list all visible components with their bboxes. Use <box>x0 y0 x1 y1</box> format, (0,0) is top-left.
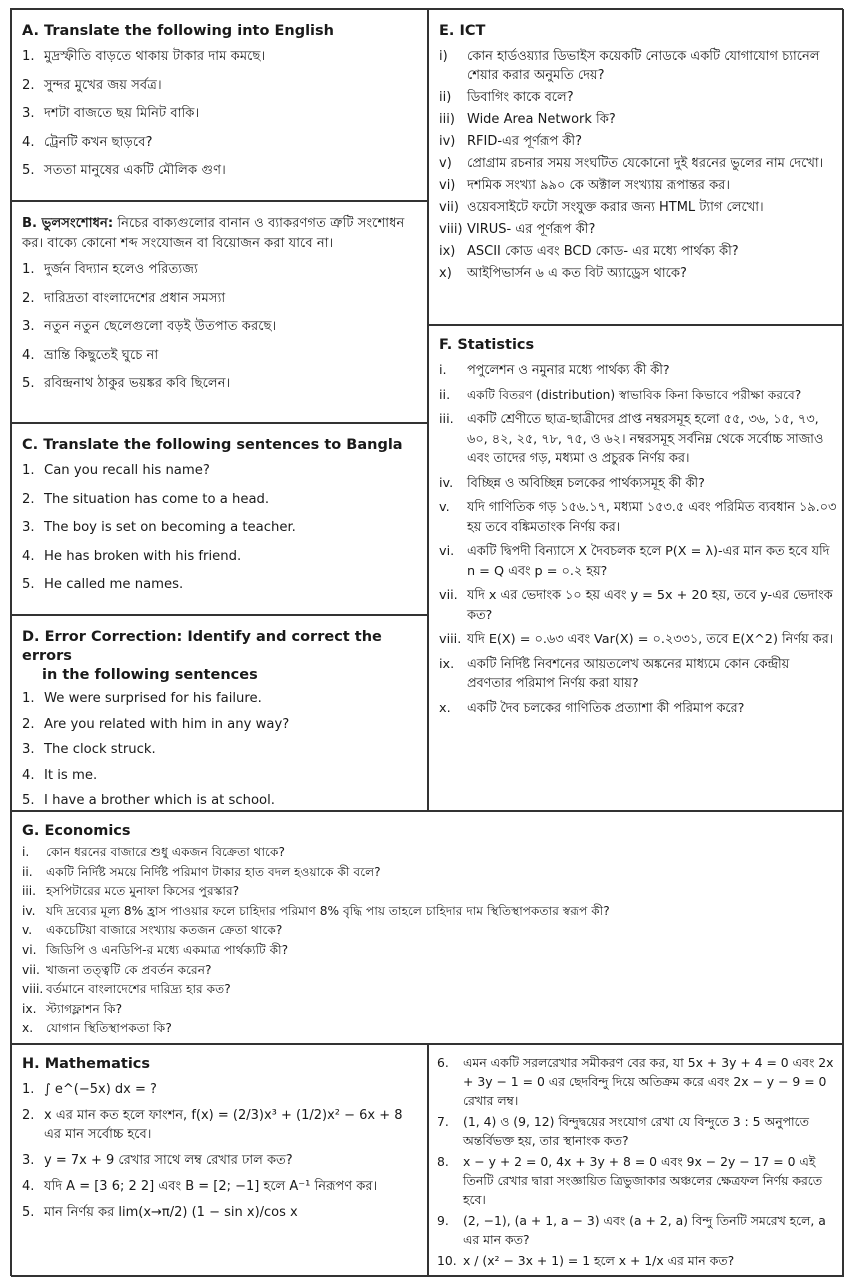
section-h-title: H. Mathematics <box>22 1056 151 1072</box>
list-item: 2. দারিদ্রতা বাংলাদেশের প্রধান সমস্যা <box>22 290 226 306</box>
section-a-title: A. Translate the following into English <box>22 23 334 39</box>
section-e <box>428 9 844 325</box>
section-h-right-list <box>437 1053 837 1270</box>
list-item: ii. একটি নির্দিষ্ট সময়ে নির্দিষ্ট পরিমাণ টাকার হাত বদল হওয়াকে কী বলে? <box>22 864 381 879</box>
list-item: 2. Are you related with him in any way? <box>22 716 290 732</box>
list-item: 5. সততা মানুষের একটি মৌলিক গুণ। <box>22 163 226 178</box>
list-item: 3. নতুন নতুন ছেলেগুলো বড়ই উতপাত করছে। <box>22 319 277 334</box>
list-item: vii) ওয়েবসাইটে ফটো সংযুক্ত করার জন্য HTML ট্যাগ লেখো। <box>439 200 764 215</box>
list-item: i. কোন ধরনের বাজারে শুধু একজন বিক্রেতা থাকে? <box>22 845 285 859</box>
list-item: 3. দশটা বাজতে ছয় মিনিট বাকি। <box>22 106 200 121</box>
list-item: 1. ∫ e^(−5x) dx = ? <box>22 1082 157 1097</box>
list-item: viii) VIRUS- এর পূর্ণরূপ কী? <box>439 222 596 237</box>
list-item: 6. এমন একটি সরলরেখার সমীকরণ বের কর, যা 5x + 3y + 4 = 0 এবং 2x + 3y − 1 = 0 এর ছেদবিন্দু দিয়ে অতিক্রম করে এবং 2x − y − 9 = 0 রেখার লম্ব। <box>437 1055 834 1108</box>
section-d-list <box>22 689 417 811</box>
list-item: 4. যদি A = [3 6; 2 2] এবং B = [2; −1] হলে A⁻¹ নিরূপণ কর। <box>22 1179 378 1194</box>
list-item: 4. ট্রেনটি কখন ছাড়বে? <box>22 134 153 150</box>
section-b-title: B. ভুলসংশোধন: নিচের বাক্যগুলোর বানান ও ব্যাকরণগত ত্রুটি সংশোধন কর। বাক্যে কোনো শব্দ সংযোজন বা বিয়োজন করা যাবে না। <box>22 216 405 251</box>
list-item: v. একচেটিয়া বাজারে সংখ্যায় কতজন ক্রেতা থাকে? <box>22 923 283 938</box>
list-item: ix. স্ট্যাগফ্লাশন কি? <box>22 1001 123 1016</box>
section-h-left <box>11 1044 428 1277</box>
list-item: v. যদি গাণিতিক গড় ১৫৬.১৭, মধ্যমা ১৫৩.৫ এবং পরিমিত ব্যবধান ১৯.০৩ হয় তবে বঙ্কিমতাংক নির্ণয় কর। <box>439 500 837 535</box>
section-g <box>11 811 844 1044</box>
section-d-title: D. Error Correction: Identify and correct the errors in the following sentences <box>22 629 382 683</box>
list-item: v) প্রোগ্রাম রচনার সময় সংঘটিত যেকোনো দুই ধরনের ভুলের নাম দেখো। <box>439 156 824 171</box>
list-item: iv. বিচ্ছিন্ন ও অবিচ্ছিন্ন চলকের পার্থক্যসমূহ কী কী? <box>439 475 705 491</box>
list-item: vii. যদি x এর ভেদাংক ১০ হয় এবং y = 5x + 20 হয়, তবে y-এর ভেদাংক কত? <box>439 588 833 623</box>
list-item: x. যোগান স্থিতিস্থাপকতা কি? <box>22 1021 172 1036</box>
list-item: vi) দশমিক সংখ্যা ৯৯০ কে অক্টাল সংখ্যায় রূপান্তর কর। <box>439 178 730 193</box>
section-c <box>11 423 428 615</box>
list-item: ii. একটি বিতরণ (distribution) স্বাভাবিক কিনা কিভাবে পরীক্ষা করবে? <box>439 387 802 403</box>
list-item: iii) Wide Area Network কি? <box>439 112 616 127</box>
list-item: 4. ভ্রান্তি কিছুতেই ঘুচে না <box>22 347 159 363</box>
list-item: 8. x − y + 2 = 0, 4x + 3y + 8 = 0 এবং 9x − 2y − 17 = 0 এই তিনটি রেখার দ্বারা সংজ্ঞায়িত ত্রিভুজাকার অঞ্চলের ক্ষেত্রফল নির্ণয় করতে হবে। <box>437 1154 823 1207</box>
section-f-title: F. Statistics <box>439 337 535 353</box>
section-c-title: C. Translate the following sentences to Bangla <box>22 437 403 453</box>
list-item: 1. We were surprised for his failure. <box>22 691 262 706</box>
list-item: 3. The clock struck. <box>22 742 156 757</box>
section-b-list <box>22 260 417 394</box>
list-item: 4. It is me. <box>22 767 98 783</box>
list-item: 5. রবিন্দ্রনাথ ঠাকুর ভয়ঙ্কর কবি ছিলেন। <box>22 376 231 391</box>
list-item: x. একটি দৈব চলকের গাণিতিক প্রত্যাশা কী পরিমাপ করে? <box>439 700 745 716</box>
list-item: 1. মুদ্রস্ফীতি বাড়তে থাকায় টাকার দাম কমছে। <box>22 49 266 64</box>
list-item: iii. হসপিটারের মতে মুনাফা কিসের পুরস্কার? <box>22 884 240 899</box>
list-item: 2. The situation has come to a head. <box>22 491 270 507</box>
list-item: 5. He called me names. <box>22 577 184 592</box>
list-item: 3. y = 7x + 9 রেখার সাথে লম্ব রেখার ঢাল কত? <box>22 1153 293 1168</box>
list-item: 10. x / (x² − 3x + 1) = 1 হলে x + 1/x এর মান কত? <box>437 1253 735 1268</box>
section-c-list <box>22 461 417 595</box>
list-item: vi. জিডিপি ও এনডিপি-র মধ্যে একমাত্র পার্থক্যটি কী? <box>22 942 289 957</box>
section-g-title: G. Economics <box>22 823 131 839</box>
section-a-list <box>22 47 417 181</box>
list-item: viii. যদি E(X) = ০.৬৩ এবং Var(X) = ০.২৩৩১, তবে E(X^2) নির্ণয় কর। <box>439 632 834 647</box>
section-e-list <box>439 47 835 283</box>
list-item: iv. যদি দ্রব্যের মূল্য 8% হ্রাস পাওয়ার ফলে চাহিদার পরিমাণ 8% বৃদ্ধি পায় তাহলে চাহিদার দাম স্থিতিস্থাপকতার স্বরূপ কী? <box>22 903 610 918</box>
section-d <box>11 615 428 811</box>
list-item: 5. মান নির্ণয় কর lim(x→π/2) (1 − sin x)/cos x <box>22 1205 298 1220</box>
list-item: i) কোন হার্ডওয়্যার ডিভাইস কয়েকটি নোডকে একটি যোগাযোগ চ্যানেল শেয়ার করার অনুমতি দেয়? <box>439 49 820 83</box>
list-item: ix) ASCII কোড এবং BCD কোড- এর মধ্যে পার্থক্য কী? <box>439 244 739 259</box>
list-item: i. পপুলেশন ও নমুনার মধ্যে পার্থক্য কী কী? <box>439 363 670 378</box>
list-item: 1. Can you recall his name? <box>22 463 210 478</box>
section-f <box>428 325 844 811</box>
section-a <box>11 9 428 201</box>
section-h-right <box>428 1044 844 1277</box>
list-item: iv) RFID-এর পূর্ণরূপ কী? <box>439 134 583 149</box>
list-item: viii. বর্তমানে বাংলাদেশের দারিদ্র্য হার কত? <box>22 982 231 997</box>
list-item: iii. একটি শ্রেণীতে ছাত্র-ছাত্রীদের প্রাপ্ত নম্বরসমূহ হলো ৫৫, ৩৬, ১৫, ৭৩, ৬০, ৪২, ২৫, ৭৮, ৭৫, ও ৬২। নম্বরসমূহ সর্বনিম্ন থেকে সর্বোচ্চ সাজাও এবং তাদের গড়, মধ্যমা ও প্রচুরক নির্ণয় কর। <box>439 412 824 466</box>
list-item: 2. সুন্দর মুখের জয় সর্বত্র। <box>22 77 162 93</box>
list-item: 2. x এর মান কত হলে ফাংশন, f(x) = (2/3)x³ + (1/2)x² − 6x + 8 এর মান সর্বোচ্চ হবে। <box>22 1108 403 1142</box>
list-item: 3. The boy is set on becoming a teacher. <box>22 520 296 535</box>
list-item: x) আইপিভার্সন ৬ এ কত বিট অ্যাড্রেস থাকে? <box>439 266 687 281</box>
section-g-list <box>22 843 833 1039</box>
list-item: ii) ডিবাগিং কাকে বলে? <box>439 90 574 105</box>
section-h-left-list <box>22 1080 417 1222</box>
list-item: ix. একটি নির্দিষ্ট নিবশনের আয়তলেখ অঙ্কনের মাধ্যমে কোন কেন্দ্রীয় প্রবণতার পরিমাপ নির্ণয় করা যায়? <box>439 656 790 691</box>
list-item: vii. খাজনা তত্ত্বটি কে প্রবর্তন করেন? <box>22 962 212 977</box>
list-item: 9. (2, −1), (a + 1, a − 3) এবং (a + 2, a) বিন্দু তিনটি সমরেখ হলে, a এর মান কত? <box>437 1213 826 1247</box>
section-e-title: E. ICT <box>439 23 486 39</box>
section-f-list <box>439 361 837 718</box>
list-item: 4. He has broken with his friend. <box>22 548 242 564</box>
list-item: 1. দুর্জন বিদ্যান হলেও পরিত্যজ্য <box>22 262 198 277</box>
list-item: 5. I have a brother which is at school. <box>22 793 275 808</box>
list-item: vi. একটি দ্বিপদী বিন্যাসে X দৈবচলক হলে P(X = λ)-এর মান কত হবে যদি n = Q এবং p = ০.২ হয়? <box>439 544 830 579</box>
list-item: 7. (1, 4) ও (9, 12) বিন্দুদ্বয়ের সংযোগ রেখা যে বিন্দুতে 3 : 5 অনুপাতে অন্তর্বিভক্ত হয়, তার স্থানাংক কত? <box>437 1114 809 1148</box>
section-b <box>11 201 428 423</box>
exam-sheet <box>10 8 843 1276</box>
